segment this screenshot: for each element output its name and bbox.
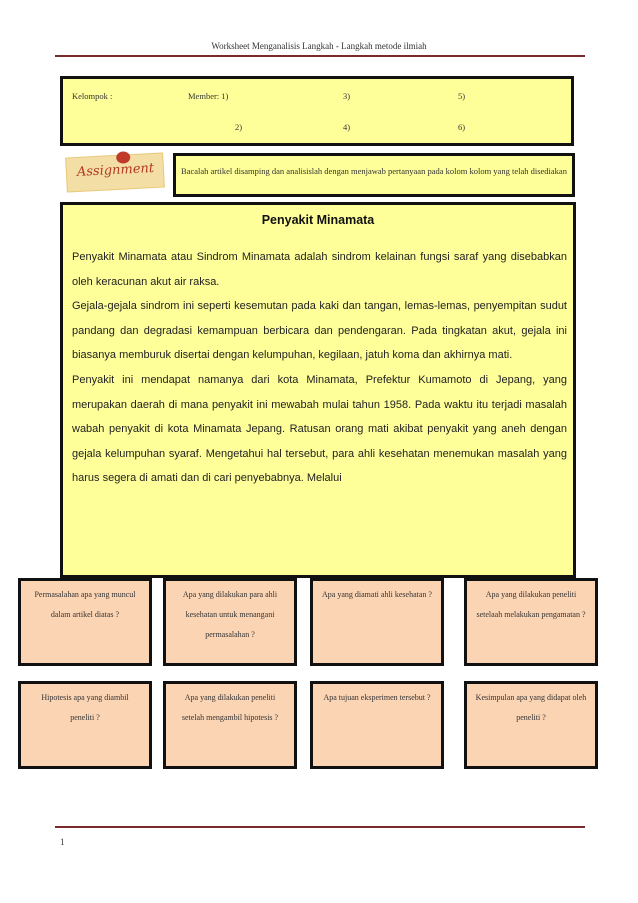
member-2-label: 2) [235, 122, 243, 132]
footer-divider [55, 826, 585, 828]
article-paragraph: Penyakit ini mendapat namanya dari kota Minamata, Prefektur Kumamoto di Jepang, yang merupakan daerah di mana penyakit ini mewabah mulai tahun 1958. Pada waktu itu terjadi masalah wabah penyakit di kota Minamata Jepang. Ratusan orang mati akibat penyakit yang aneh dengan gejala kelumpuhan syaraf. Mengetahui hal tersebut, para ahli kesehatan menemukan masalah yang harus segera di amati dan di cari penyebabnya. Melalui [72, 373, 567, 485]
article-body [72, 245, 567, 491]
question-box[interactable]: Kesimpulan apa yang didapat oleh peneliti ? [464, 681, 598, 769]
article-paragraph: Penyakit Minamata atau Sindrom Minamata adalah sindrom kelainan fungsi saraf yang disebabkan oleh keracunan akut air raksa. [72, 251, 567, 288]
article-box [60, 202, 576, 578]
question-box[interactable]: Apa tujuan eksperimen tersebut ? [310, 681, 444, 769]
page-header-title: Worksheet Menganalisis Langkah - Langkah metode ilmiah [211, 41, 427, 51]
question-box[interactable]: Apa yang dilakukan para ahli kesehatan untuk menangani permasalahan ? [163, 578, 297, 666]
member-6-label: 6) [458, 122, 466, 132]
assignment-image-text: Assignment [76, 160, 155, 180]
instruction-box: Bacalah artikel disamping dan analisislah dengan menjawab pertanyaan pada kolom kolom yang telah disediakan [173, 153, 575, 197]
question-box[interactable]: Apa yang dilakukan peneliti setelaah melakukan pengamatan ? [464, 578, 598, 666]
header-divider [55, 55, 585, 57]
page-number: 1 [60, 837, 65, 847]
member-1-label: Member: 1) [188, 91, 229, 101]
question-box[interactable]: Apa yang dilakukan peneliti setelah mengambil hipotesis ? [163, 681, 297, 769]
article-paragraph: Gejala-gejala sindrom ini seperti kesemutan pada kaki dan tangan, lemas-lemas, penyempitan sudut pandang dan degradasi kemampuan berbicara dan pendengaran. Pada tingkatan akut, gejala ini biasanya memburuk disertai dengan kelumpuhan, kegilaan, jatuh koma dan akhirnya mati. [72, 300, 567, 362]
group-label: Kelompok : [72, 91, 113, 101]
question-box[interactable]: Permasalahan apa yang muncul dalam artikel diatas ? [18, 578, 152, 666]
group-info-box [60, 76, 574, 146]
assignment-image [65, 152, 165, 192]
member-5-label: 5) [458, 91, 466, 101]
question-box[interactable]: Apa yang diamati ahli kesehatan ? [310, 578, 444, 666]
member-4-label: 4) [343, 122, 351, 132]
member-3-label: 3) [343, 91, 351, 101]
question-box[interactable]: Hipotesis apa yang diambil peneliti ? [18, 681, 152, 769]
article-title: Penyakit Minamata [261, 213, 375, 227]
